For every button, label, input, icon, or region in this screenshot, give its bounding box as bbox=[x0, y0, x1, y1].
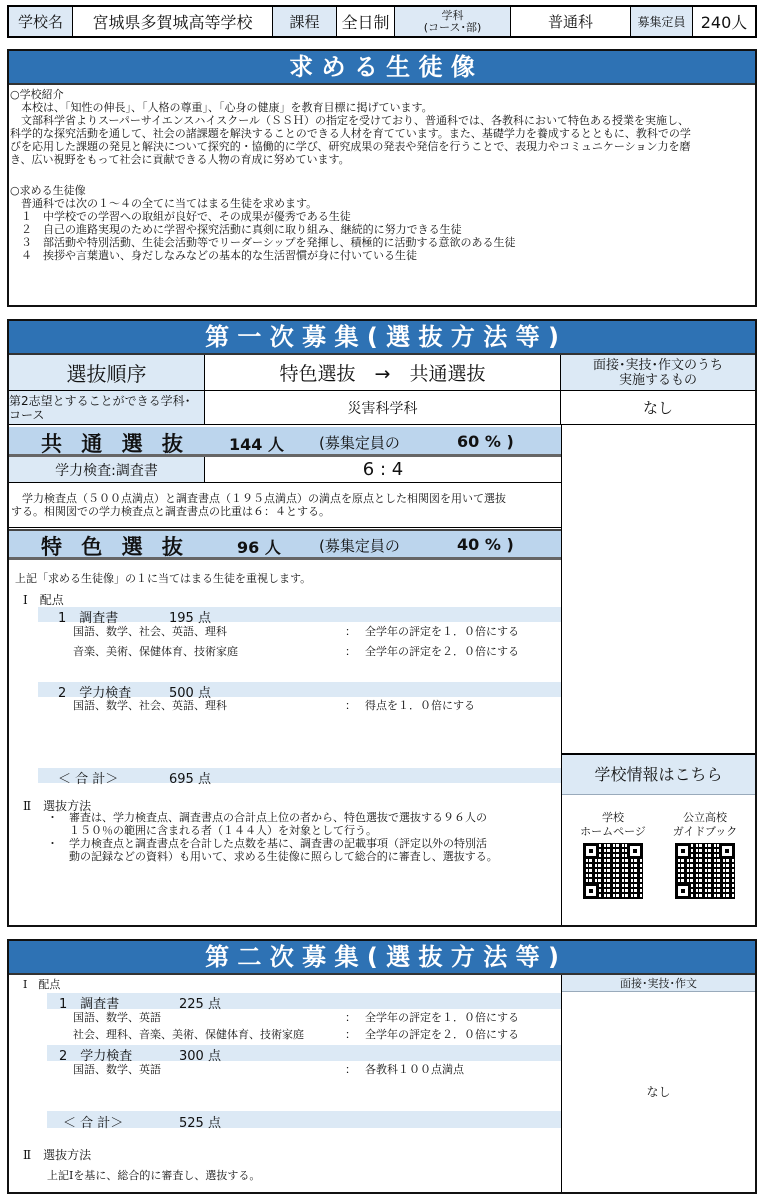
common-desc-line: 学力検査点（５００点満点）と調査書点（１９５点満点）の満点を原点とした相関図を用いて選抜 bbox=[11, 492, 506, 505]
common-desc-line: する。相関図での学力検査点と調査書点の比重は６：４とする。 bbox=[11, 505, 330, 518]
qr-finder-icon bbox=[675, 843, 691, 859]
second-total-points: 525 点 bbox=[179, 1116, 221, 1131]
special-note: 上記「求める生徒像」の１に当てはまる生徒を重視します。 bbox=[15, 572, 312, 585]
report-row-colon: ： bbox=[345, 625, 356, 638]
course-value: 全日制 bbox=[337, 7, 395, 36]
exam-row-colon: ： bbox=[345, 699, 356, 712]
total-points: 695 点 bbox=[169, 772, 211, 787]
qr-finder-icon bbox=[719, 843, 735, 859]
second-exam-label: 2 学力検査 bbox=[59, 1049, 133, 1064]
homepage-qr-code-icon[interactable] bbox=[583, 843, 643, 899]
report-row-subjects: 国語、数学、社会、英語、理科 bbox=[73, 625, 227, 638]
second-report-subjects: 国語、数学、英語 bbox=[73, 1011, 161, 1024]
method-line: １５０％の範囲に含まれる者（１４４人）を対象として行う。 bbox=[69, 824, 377, 837]
ideal-student-section bbox=[7, 49, 757, 307]
second-choice-value: 災害科学科 bbox=[205, 391, 561, 425]
report-label: 1 調査書 bbox=[58, 611, 119, 626]
second-report-subjects: 社会、理科、音楽、美術、保健体育、技術家庭 bbox=[73, 1028, 304, 1041]
method-line: 学力検査点と調査書点を合計した点数を基に、調査書の記載事項（評定以外の特別活 bbox=[69, 837, 487, 850]
second-choice-label: 第2志望とすることができる学科･コース bbox=[9, 391, 205, 425]
interview-header bbox=[561, 355, 755, 391]
second-exam-colon: ： bbox=[345, 1063, 356, 1076]
qr-finder-icon bbox=[583, 843, 599, 859]
method-bullet: ・ bbox=[47, 811, 58, 824]
common-description bbox=[9, 483, 561, 528]
qr-finder-icon bbox=[675, 883, 691, 899]
second-report-colon: ： bbox=[345, 1011, 356, 1024]
interview-value-2: なし bbox=[646, 1084, 671, 1099]
qr-finder-icon bbox=[627, 843, 643, 859]
homepage-qr-block[interactable] bbox=[578, 811, 648, 899]
dept-label-line1: 学科 bbox=[441, 8, 464, 22]
report-points-row bbox=[38, 607, 561, 626]
exam-row-rule: 得点を１．０倍にする bbox=[365, 699, 475, 712]
school-info-title: 学校情報はこちら bbox=[562, 755, 755, 795]
second-exam-points: 300 点 bbox=[179, 1049, 221, 1064]
guidebook-label-line2: ガイドブック bbox=[672, 825, 738, 838]
selection-order-label: 選抜順序 bbox=[9, 355, 205, 391]
school-header-table bbox=[7, 5, 757, 38]
method-heading: Ⅱ 選抜方法 bbox=[23, 799, 92, 813]
second-report-label: 1 調査書 bbox=[59, 997, 120, 1012]
capacity-label: 募集定員 bbox=[631, 7, 693, 36]
second-total-points-row bbox=[47, 1111, 561, 1131]
interview-header-2: 面接･実技･作文 bbox=[562, 975, 755, 992]
method-list bbox=[47, 811, 557, 863]
second-report-rule: 全学年の評定を２．０倍にする bbox=[365, 1028, 519, 1041]
report-row-colon: ： bbox=[345, 645, 356, 658]
school-intro-line: き、広い視野をもって社会に貢献できる人物の育成に努めています。 bbox=[10, 153, 350, 166]
second-exam-rule: 各教科１００点満点 bbox=[365, 1063, 464, 1076]
wanted-heading: ○求める生徒像 bbox=[10, 184, 86, 197]
homepage-label-line2: ホームページ bbox=[580, 825, 646, 838]
second-method-heading: Ⅱ 選抜方法 bbox=[23, 1148, 92, 1162]
wanted-item: ２ 自己の進路実現のために学習や探究活動に真剣に取り組み、継続的に努力できる生徒 bbox=[10, 223, 462, 236]
second-exam-subjects: 国語、数学、英語 bbox=[73, 1063, 161, 1076]
guidebook-qr-code-icon[interactable] bbox=[675, 843, 735, 899]
special-ratio-label: (募集定員の bbox=[319, 537, 400, 555]
common-ratio-label: (募集定員の bbox=[319, 434, 400, 452]
special-ratio-value: 40 % ) bbox=[457, 535, 514, 554]
second-total-label: ＜ 合 計＞ bbox=[63, 1116, 124, 1131]
school-intro-line: 科学的な探究活動を通して、社会の諸課題を解決することのできる人材を育てています。また、基礎学力を養成するとともに、教科での学 bbox=[10, 127, 691, 140]
interview-value: なし bbox=[561, 391, 755, 425]
school-intro-line: 文部科学省よりスーパーサイエンスハイスクール（ＳＳＨ）の指定を受けており、普通科では、各教科において特色ある授業を実施し、 bbox=[10, 114, 690, 127]
dept-label bbox=[395, 7, 511, 36]
report-row-subjects: 音楽、美術、保健体育、技術家庭 bbox=[73, 645, 238, 658]
weight-value: 6 : 4 bbox=[205, 457, 561, 483]
wanted-item: ３ 部活動や特別活動、生徒会活動等でリーダーシップを発揮し、積極的に活動する意欲のある生徒 bbox=[10, 236, 516, 249]
exam-points: 500 点 bbox=[169, 686, 211, 701]
capacity-value: 240人 bbox=[700, 13, 748, 32]
wanted-item: １ 中学校での学習への取組が良好で、その成果が優秀である生徒 bbox=[10, 210, 351, 223]
homepage-label-line1: 学校 bbox=[602, 811, 624, 824]
common-selection-title: 共 通 選 抜 bbox=[41, 432, 189, 456]
dept-label-line2: (コース･部) bbox=[423, 20, 482, 34]
school-intro-line: びを応用した課題の発見と解決について探究的・協働的に学び、研究成果の発表や発信を行うことで、表現力やコミュニケーション力を磨 bbox=[10, 140, 691, 153]
common-ratio-value: 60 % ) bbox=[457, 432, 514, 451]
dept-value: 普通科 bbox=[511, 7, 631, 36]
method-item bbox=[47, 811, 557, 837]
first-recruitment-title: 第 一 次 募 集 ( 選 抜 方 法 等 ) bbox=[9, 321, 755, 355]
special-points-heading: Ⅰ 配点 bbox=[23, 593, 64, 607]
school-name-label: 学校名 bbox=[9, 7, 73, 36]
guidebook-qr-block[interactable] bbox=[670, 811, 740, 899]
exam-label: 2 学力検査 bbox=[58, 686, 132, 701]
report-points: 195 点 bbox=[169, 611, 211, 626]
method-bullet: ・ bbox=[47, 837, 58, 850]
common-selection-count: 144 人 bbox=[229, 435, 284, 454]
school-name: 宮城県多賀城高等学校 bbox=[73, 7, 273, 36]
second-recruitment-title: 第 二 次 募 集 ( 選 抜 方 法 等 ) bbox=[9, 941, 755, 975]
second-report-points: 225 点 bbox=[179, 997, 221, 1012]
second-exam-points-row bbox=[47, 1045, 561, 1064]
guidebook-label-line1: 公立高校 bbox=[683, 811, 727, 824]
school-info-panel bbox=[562, 753, 755, 925]
exam-points-row bbox=[38, 682, 561, 701]
method-line: 動の記録などの資料）も用いて、求める生徒像に照らして総合的に審査し、選抜する。 bbox=[69, 850, 498, 863]
second-report-rule: 全学年の評定を１．０倍にする bbox=[365, 1011, 519, 1024]
school-intro bbox=[9, 85, 755, 166]
special-selection-title: 特 色 選 抜 bbox=[41, 535, 189, 559]
course-label: 課程 bbox=[273, 7, 337, 36]
interview-header-line2: 実施するもの bbox=[618, 372, 697, 388]
special-selection-band bbox=[9, 529, 561, 560]
qr-finder-icon bbox=[583, 883, 599, 899]
method-line: 審査は、学力検査点、調査書点の合計点上位の者から、特色選抜で選抜する９６人の bbox=[69, 811, 487, 824]
second-points-heading: Ⅰ 配点 bbox=[23, 978, 61, 991]
special-selection-count: 96 人 bbox=[237, 538, 281, 557]
wanted-intro: 普通科では次の１～４の全てに当てはまる生徒を求めます。 bbox=[10, 197, 318, 210]
common-selection-band bbox=[9, 427, 561, 457]
school-intro-heading: ○学校紹介 bbox=[10, 88, 64, 101]
first-recruitment-section bbox=[7, 319, 757, 927]
weight-label: 学力検査:調査書 bbox=[9, 457, 205, 483]
second-recruitment-section bbox=[7, 939, 757, 1194]
total-label: ＜ 合 計＞ bbox=[58, 772, 119, 787]
selection-order-value: 特色選抜 → 共通選抜 bbox=[205, 355, 561, 391]
total-points-row bbox=[38, 768, 561, 787]
ideal-student-title: 求 め る 生 徒 像 bbox=[9, 51, 755, 85]
second-report-colon: ： bbox=[345, 1028, 356, 1041]
wanted-item: ４ 挨拶や言葉遣い、身だしなみなどの基本的な生活習慣が身に付いている生徒 bbox=[10, 249, 417, 262]
report-row-rule: 全学年の評定を２．０倍にする bbox=[365, 645, 519, 658]
method-item bbox=[47, 837, 557, 863]
exam-row-subjects: 国語、数学、社会、英語、理科 bbox=[73, 699, 227, 712]
wanted-students bbox=[9, 166, 755, 262]
second-method-text: 上記Ⅰを基に、総合的に審査し、選抜する。 bbox=[47, 1169, 261, 1182]
second-report-points-row bbox=[47, 993, 561, 1012]
interview-header-line1: 面接･実技･作文のうち bbox=[592, 357, 723, 373]
school-intro-line: 本校は、「知性の伸長」、「人格の尊重」、「心身の健康」を教育目標に掲げています。 bbox=[10, 101, 433, 114]
report-row-rule: 全学年の評定を１．０倍にする bbox=[365, 625, 519, 638]
